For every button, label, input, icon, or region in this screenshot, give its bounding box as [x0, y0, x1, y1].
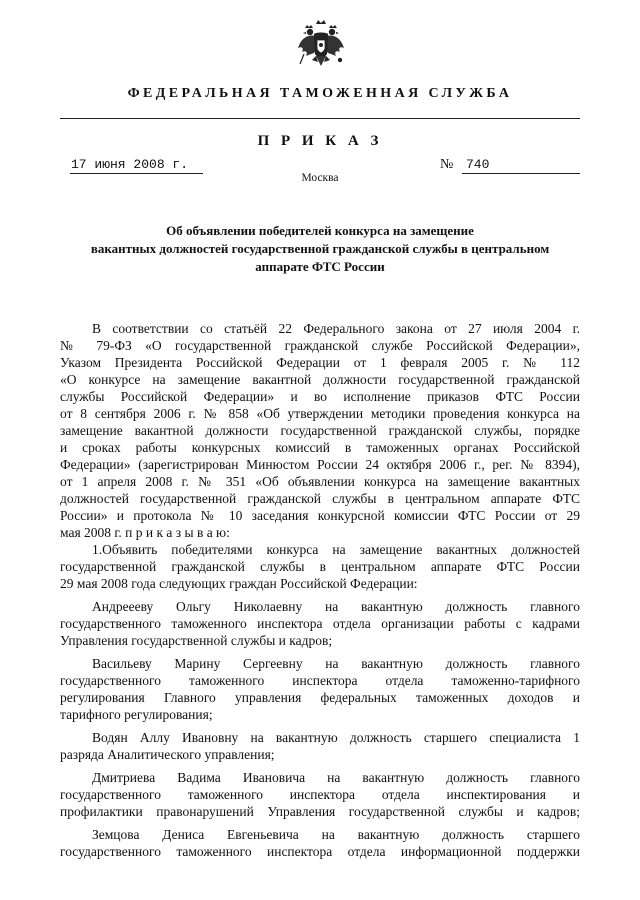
order-number: 740	[462, 156, 580, 174]
body-line: «О конкурсе на замещение вакантной должности государственной гражданской	[60, 372, 580, 387]
body-line: регулирования Главного управления федеральных таможенных доходов и	[60, 690, 580, 705]
body-line: замещение вакантной должности государственной гражданской службы, порядке	[60, 423, 580, 438]
body-line: от 1 апреля 2008 г. № 351 «Об объявлении конкурса на замещение вакантных	[60, 474, 580, 489]
body-line: Управления государственной службы и кадров;	[60, 633, 333, 648]
body-line: № 79-ФЗ «О государственной гражданской службе Российской Федерации»,	[60, 338, 580, 353]
body-line: Указом Президента Российской Федерации от 1 февраля 2005 г. № 112	[60, 355, 580, 370]
body-line: Андреееву Ольгу Николаевну на вакантную должность главного	[92, 599, 580, 614]
body-line: Федерации» (зарегистрирован Минюстом России 24 октября 2006 г., рег. № 8394),	[60, 457, 580, 472]
body-line: государственного таможенного инспектора отдела инспектирования и	[60, 787, 580, 802]
title-line: вакантных должностей государственной гражданской службы в центральном	[90, 241, 550, 256]
body-line: 1.Объявить победителями конкурса на замещение вакантных должностей	[92, 542, 580, 557]
order-body	[60, 320, 580, 860]
body-line: от 8 сентября 2006 г. № 858 «Об утверждении методики проведения конкурса на	[60, 406, 580, 421]
body-line: Дмитриева Вадима Ивановича на вакантную должность главного	[92, 770, 580, 785]
body-line: государственного таможенного инспектора отдела организации работы с кадрами	[60, 616, 580, 631]
body-line: государственного таможенного инспектора отдела информационной поддержки	[60, 844, 580, 859]
body-line: государственного таможенного инспектора отдела таможенно-тарифного	[60, 673, 580, 688]
body-line: профилактики правонарушений Управления государственной службы и кадров;	[60, 804, 580, 819]
order-number-sign: №	[440, 157, 454, 172]
body-line: Васильеву Марину Сергеевну на вакантную должность главного	[92, 656, 580, 671]
agency-name: ФЕДЕРАЛЬНАЯ ТАМОЖЕННАЯ СЛУЖБА	[127, 86, 513, 101]
body-line: России» и протокола № 10 заседания конкурсной комиссии ФТС России от 29	[60, 508, 580, 523]
order-date: 17 июня 2008 г.	[70, 156, 203, 174]
body-line: и сроках работы конкурсных комиссий в таможенных органах Российской	[60, 440, 580, 455]
document-type: П Р И К А З	[257, 133, 383, 149]
body-line: 29 мая 2008 года следующих граждан Российской Федерации:	[60, 576, 418, 591]
body-line: Водян Аллу Ивановну на вакантную должность старшего специалиста 1	[92, 730, 580, 745]
body-line: мая 2008 г. п р и к а з ы в а ю:	[60, 525, 230, 540]
body-line: службы Российской Федерации» и во исполнение приказов ФТС России	[60, 389, 580, 404]
body-line: разряда Аналитического управления;	[60, 747, 275, 762]
header-divider	[60, 118, 580, 119]
body-line: В соответствии со статьёй 22 Федерального закона от 27 июля 2004 г.	[92, 321, 580, 336]
body-line: тарифного регулирования;	[60, 707, 213, 722]
russian-coat-of-arms-icon	[296, 18, 346, 72]
order-city: Москва	[301, 172, 339, 184]
body-line: должностей государственной гражданской службы в центральном аппарате ФТС	[60, 491, 580, 506]
body-line: государственной гражданской службы в центральном аппарате ФТС России	[60, 559, 580, 574]
order-title	[60, 222, 580, 276]
body-line: Земцова Дениса Евгеньевича на вакантную должность старшего	[92, 827, 580, 842]
title-line: Об объявлении победителей конкурса на замещение	[166, 223, 474, 238]
title-line: аппарате ФТС России	[255, 259, 385, 274]
